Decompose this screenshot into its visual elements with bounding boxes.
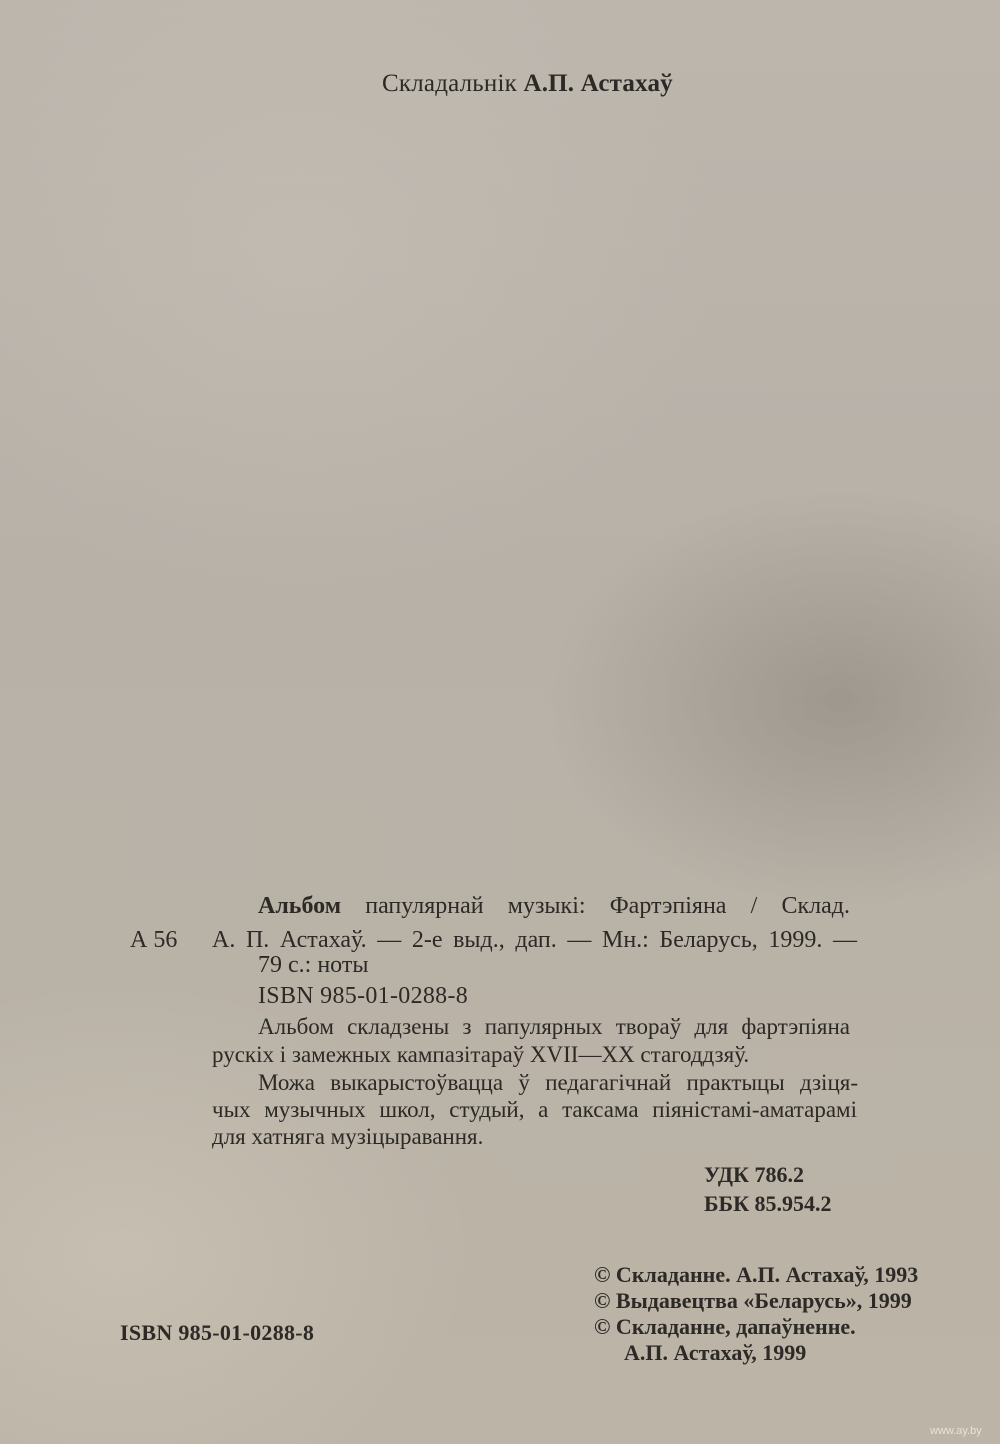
copyright-line-3: © Складанне, дапаўненне.	[594, 1314, 856, 1339]
copyright-line-1: © Складанне. А.П. Астахаў, 1993	[594, 1262, 919, 1287]
annotation-line-1: Альбом складзены з папулярных твораў для фартэпіяна	[258, 1014, 850, 1039]
catalog-line-1	[258, 893, 850, 920]
catalog-line-2: А. П. Астахаў. — 2-е выд., дап. — Мн.: Беларусь, 1999. —	[212, 927, 857, 953]
watermark: www.ay.by	[930, 1425, 982, 1437]
annotation-line-3: Можа выкарыстоўвацца ў педагагічнай практыцы дзіця-	[258, 1070, 858, 1095]
catalog-line-3: 79 с.: ноты	[258, 952, 369, 978]
annotation-line-4: чых музычных школ, студый, а таксама піяністамі-аматарамі	[212, 1097, 857, 1122]
compiler-credit	[382, 70, 673, 98]
catalog-index: А 56	[130, 927, 178, 953]
annotation-line-2: рускіх і замежных кампазітараў XVII—XX стагоддзяў.	[212, 1042, 750, 1067]
annotation-line-5: для хатняга музіцыравання.	[212, 1124, 484, 1149]
bbk-code: ББК 85.954.2	[704, 1191, 832, 1216]
compiler-prefix: Складальнік	[382, 70, 517, 97]
compiler-name: А.П. Астахаў	[523, 70, 673, 97]
bottom-isbn: ISBN 985-01-0288-8	[120, 1320, 315, 1345]
catalog-title: Альбом	[258, 893, 342, 919]
udk-code: УДК 786.2	[704, 1162, 805, 1187]
copyright-line-4: А.П. Астахаў, 1999	[624, 1340, 807, 1365]
copyright-line-2: © Выдавецтва «Беларусь», 1999	[594, 1288, 912, 1313]
copyright-block	[594, 1262, 918, 1366]
catalog-isbn: ISBN 985-01-0288-8	[258, 983, 469, 1009]
classification-codes	[704, 1160, 832, 1218]
catalog-title-rest: папулярнай музыкі: Фартэпіяна / Склад.	[365, 893, 850, 919]
